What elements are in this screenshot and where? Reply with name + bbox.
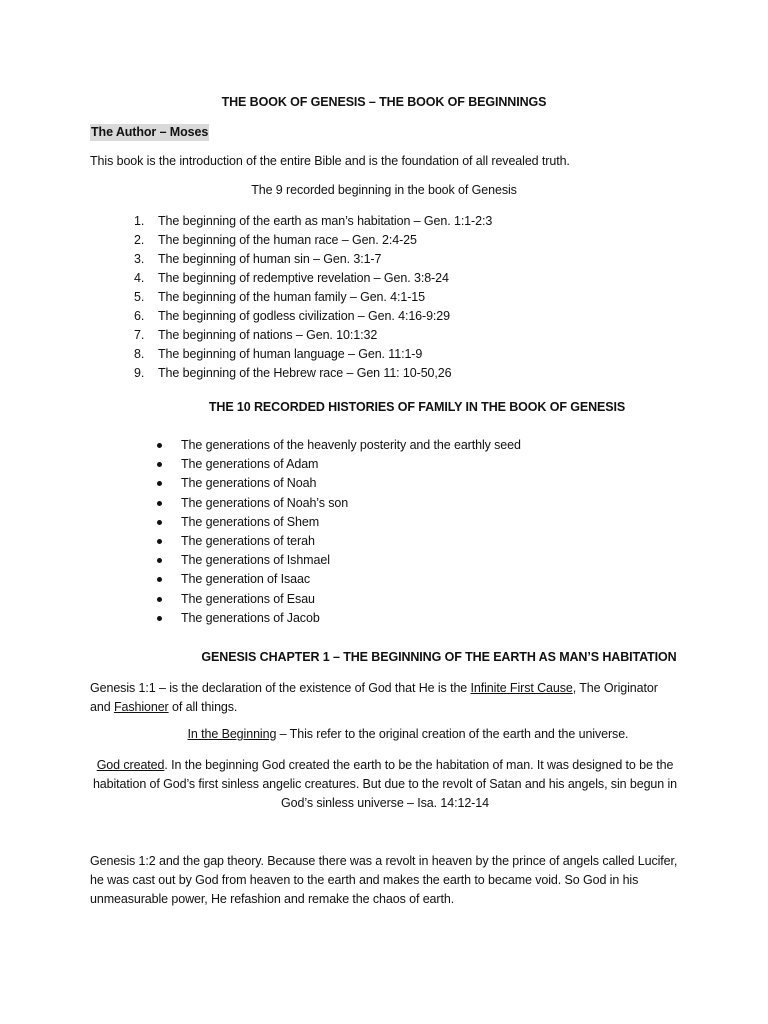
list-number: 1.	[134, 214, 145, 228]
history-list-item	[152, 609, 521, 628]
list-number: 8.	[134, 347, 145, 361]
p3-text: . In the beginning God created the earth to be the habitation of man. It was designed to be the habitation of God’s first sinless angelic creatures. But due to the revolt of Satan and his angels, sin begun in God’s sinless universe – Isa. 14:12-14	[92, 758, 678, 810]
list-item-text: The generations of the heavenly posterity and the earthly seed	[181, 438, 521, 452]
beginning-list-item	[124, 212, 492, 231]
p1-text-b: , The Originator and	[90, 681, 658, 714]
bullet-icon	[157, 501, 162, 506]
list-item-text: The beginning of the human family – Gen. 4:1-15	[158, 290, 425, 304]
intro-paragraph: This book is the introduction of the entire Bible and is the foundation of all revealed truth.	[90, 154, 570, 168]
beginning-list-item	[124, 231, 492, 250]
list-number: 5.	[134, 290, 145, 304]
list-number: 7.	[134, 328, 145, 342]
p2-text: – This refer to the original creation of the earth and the universe.	[276, 727, 629, 741]
bullet-icon	[157, 597, 162, 602]
list-number: 6.	[134, 309, 145, 323]
history-list-item	[152, 474, 521, 493]
p2-underline-in-the-beginning: In the Beginning	[187, 727, 277, 741]
history-list-item	[152, 513, 521, 532]
list-item-text: The beginning of redemptive revelation – Gen. 3:8-24	[158, 271, 449, 285]
list-item-text: The beginning of nations – Gen. 10:1:32	[158, 328, 378, 342]
list-item-text: The generations of Shem	[181, 514, 320, 529]
histories-heading: THE 10 RECORDED HISTORIES OF FAMILY IN THE BOOK OF GENESIS	[208, 400, 626, 414]
p1-underline-fashioner: Fashioner	[113, 700, 169, 714]
history-list-item	[152, 590, 521, 609]
list-item-text: The beginning of the Hebrew race – Gen 11: 10-50,26	[158, 366, 452, 380]
paragraph-god-created	[80, 756, 690, 813]
list-item-text: The generations of Noah’s son	[181, 495, 349, 510]
bullet-icon	[157, 558, 162, 563]
paragraph-in-the-beginning	[0, 727, 768, 741]
beginning-list-item	[124, 345, 492, 364]
list-item-text: The generations of Jacob	[181, 610, 320, 625]
paragraph-genesis-1-1	[90, 679, 680, 717]
list-item-text: The generations of Adam	[181, 457, 319, 472]
history-list-item	[152, 436, 521, 455]
beginning-list-item	[124, 250, 492, 269]
p1-underline-infinite-first-cause: Infinite First Cause	[470, 681, 573, 695]
p1-text-c: of all things.	[168, 700, 238, 714]
paragraph-gap-theory: Genesis 1:2 and the gap theory. Because there was a revolt in heaven by the prince of angels called Lucifer, he was cast out by God from heaven to the earth and makes the earth to became void. So God in his unmeasurable power, He refashion and remake the chaos of earth.	[90, 854, 678, 906]
p3-underline-god-created: God created	[96, 758, 165, 772]
bullet-icon	[157, 577, 162, 582]
beginning-list-item	[124, 364, 492, 383]
bullet-icon	[157, 481, 162, 486]
beginning-list-item	[124, 288, 492, 307]
beginning-list-item	[124, 326, 492, 345]
histories-list	[152, 436, 521, 628]
list-item-text: The generations of terah	[181, 533, 315, 548]
beginnings-list	[124, 212, 492, 383]
list-number: 2.	[134, 233, 145, 247]
list-item-text: The beginning of human sin – Gen. 3:1-7	[158, 252, 382, 266]
document-title: THE BOOK OF GENESIS – THE BOOK OF BEGINNINGS	[221, 95, 547, 109]
history-list-item	[152, 551, 521, 570]
list-number: 9.	[134, 366, 145, 380]
chapter-heading: GENESIS CHAPTER 1 – THE BEGINNING OF THE EARTH AS MAN’S HABITATION	[201, 650, 677, 664]
history-list-item	[152, 570, 521, 589]
list-number: 4.	[134, 271, 145, 285]
history-list-item	[152, 532, 521, 551]
history-list-item	[152, 455, 521, 474]
bullet-icon	[157, 616, 162, 621]
list-number: 3.	[134, 252, 145, 266]
list-item-text: The beginning of the earth as man’s habitation – Gen. 1:1-2:3	[158, 214, 493, 228]
beginnings-heading: The 9 recorded beginning in the book of Genesis	[251, 183, 517, 197]
bullet-icon	[157, 520, 162, 525]
list-item-text: The beginning of the human race – Gen. 2:4-25	[158, 233, 417, 247]
list-item-text: The beginning of godless civilization – Gen. 4:16-9:29	[158, 309, 451, 323]
bullet-icon	[157, 462, 162, 467]
list-item-text: The generations of Ishmael	[181, 553, 330, 568]
list-item-text: The beginning of human language – Gen. 11:1-9	[158, 347, 423, 361]
list-item-text: The generations of Noah	[181, 476, 317, 491]
bullet-icon	[157, 443, 162, 448]
author-line: The Author – Moses	[91, 125, 209, 139]
history-list-item	[152, 494, 521, 513]
p1-text-a: Genesis 1:1 – is the declaration of the existence of God that He is the	[90, 681, 471, 695]
beginning-list-item	[124, 269, 492, 288]
list-item-text: The generation of Isaac	[181, 572, 311, 587]
beginning-list-item	[124, 307, 492, 326]
bullet-icon	[157, 539, 162, 544]
list-item-text: The generations of Esau	[181, 591, 315, 606]
